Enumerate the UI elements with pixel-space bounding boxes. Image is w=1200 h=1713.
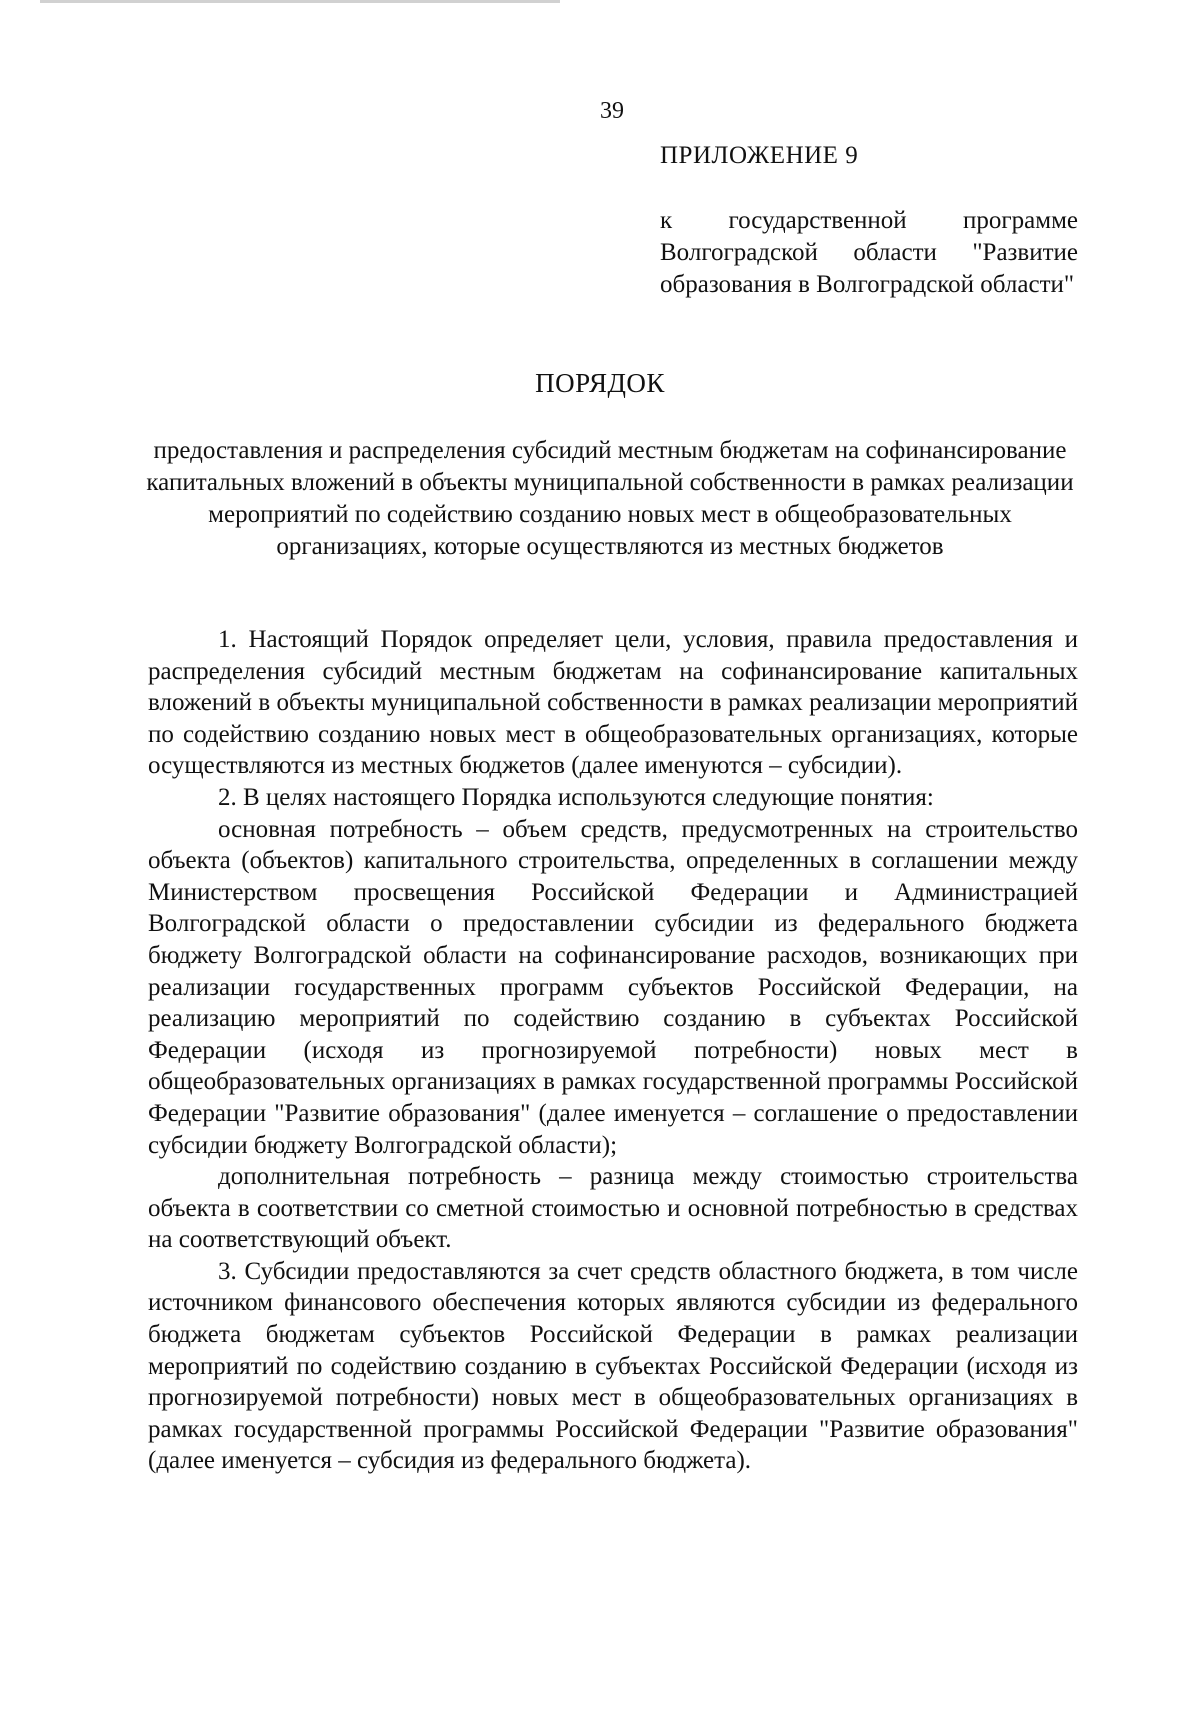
definition-basic-need: основная потребность – объем средств, предусмотренных на строительство объекта (объектов) капитального строительства, определенных в соглашении между Министерством просвещения Российской Федерации и Администрацией Волгоградской области о предоставлении субсидии из федерального бюджета бюджету Волгоградской области на софинансирование расходов, возникающих при реализации государственных программ субъектов Российской Федерации, на реализацию мероприятий по содействию созданию в субъектах Российской Федерации (исходя из прогнозируемой потребности) новых мест в общеобразовательных организациях в рамках государственной программы Российской Федерации "Развитие образования" (далее именуется – соглашение о предоставлении субсидии бюджету Волгоградской области); [148,815,1078,1159]
appendix-title: ПРИЛОЖЕНИЕ 9 [660,142,859,169]
paragraph-3: 3. Субсидии предоставляются за счет средств областного бюджета, в том числе источником финансового обеспечения которых являются субсидии из федерального бюджета бюджетам субъектов Российской Федерации в рамках реализации мероприятий по содействию созданию в субъектах Российской Федерации (исходя из прогнозируемой потребности) новых мест в общеобразовательных организациях в рамках государственной программы Российской Федерации "Развитие образования" (далее именуется – субсидия из федерального бюджета). [148,1257,1078,1475]
paragraph-2: 2. В целях настоящего Порядка используются следующие понятия: [218,783,934,811]
page-number: 39 [600,98,624,124]
document-subtitle: предоставления и распределения субсидий местным бюджетам на софинансирование капитальных вложений в объекты муниципальной собственности в рамках реализации мероприятий по содействию созданию новых мест в общеобразовательных организациях, которые осуществляются из местных бюджетов [146,437,1074,560]
appendix-reference: к государственной программе Волгоградской области "Развитие образования в Волгоградской области" [660,207,1078,298]
definition-additional-need: дополнительная потребность – разница между стоимостью строительства объекта в соответствии со сметной стоимостью и основной потребностью в средствах на соответствующий объект. [148,1163,1078,1254]
scan-edge-mark [40,0,560,3]
paragraph-1: 1. Настоящий Порядок определяет цели, условия, правила предоставления и распределения субсидий местным бюджетам на софинансирование капитальных вложений в объекты муниципальной собственности в рамках реализации мероприятий по содействию созданию новых мест в общеобразовательных организациях, которые осуществляются из местных бюджетов (далее именуются – субсидии). [148,626,1078,780]
document-title: ПОРЯДОК [535,368,665,398]
document-body [148,624,1078,1477]
